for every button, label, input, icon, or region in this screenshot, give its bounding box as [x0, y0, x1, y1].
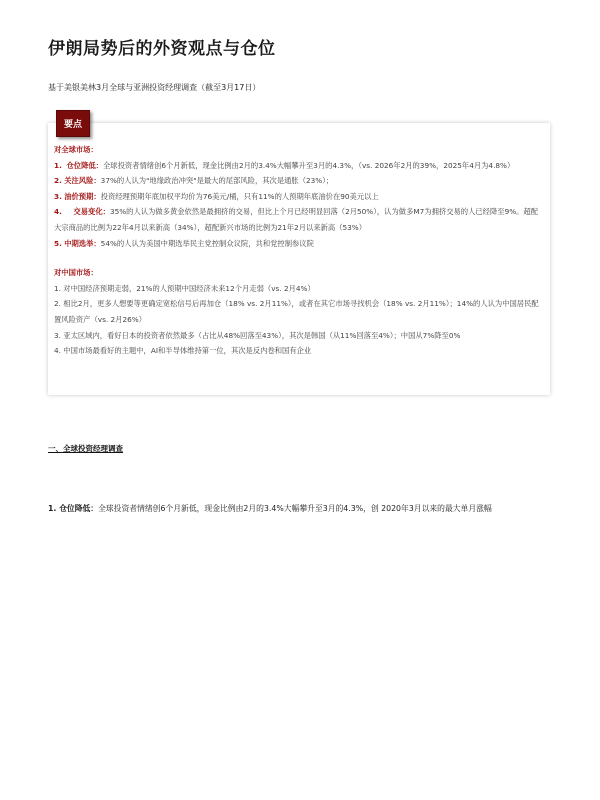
key-points-body: [54, 142, 542, 359]
point-label: 交易变化：: [73, 207, 110, 217]
point-label: 中期选举：: [64, 238, 101, 248]
section-first-item: [48, 503, 492, 514]
global-point-1: [54, 158, 542, 174]
global-point-2: [54, 173, 542, 189]
point-number: 1.: [54, 160, 62, 170]
key-points-box: [48, 120, 550, 395]
china-point-3: 3. 亚太区域内，看好日本的投资者依然最多（占比从48%回落至43%），其次是韩国（从11%回落至4%）；中国从7%降至0%: [54, 330, 461, 340]
point-number: 4.: [54, 207, 62, 217]
china-market-heading: 对中国市场：: [54, 268, 98, 278]
point-text: 54%的人认为美国中期选举民主党控制众议院，共和党控制参议院: [100, 238, 314, 248]
global-market-heading: 对全球市场：: [54, 145, 98, 154]
global-point-5: [54, 236, 542, 252]
key-points-badge: 要点: [56, 110, 90, 137]
global-point-4: [54, 204, 542, 235]
point-text: 投资经理预期年底加权平均价为76美元/桶，只有11%的人预期年底油价在90美元以上: [100, 191, 379, 201]
page-title: 伊朗局势后的外资观点与仓位: [48, 39, 276, 59]
point-number: 2.: [54, 176, 62, 186]
point-text: 35%的人认为做多黄金依然是最拥挤的交易，但比上个月已经明显回落（2月50%），认为做多M7为拥挤交易的人已经降至9%。超配大宗商品的比例为22年4月以来新高（34%），超配新兴市场的比例为21年2月以来新高（53%）: [54, 207, 539, 232]
point-label: 仓位降低：: [66, 160, 103, 170]
item-label: 1. 仓位降低：: [48, 504, 99, 513]
china-point-4: 4. 中国市场最看好的主题中，AI和半导体维持第一位，其次是反内卷和国有企业: [54, 346, 312, 356]
point-label: 油价预期：: [64, 191, 101, 201]
china-point-1: 1. 对中国经济预期走弱，21%的人预期中国经济未来12个月走弱（vs. 2月4%）: [54, 283, 315, 293]
item-text: 全球投资者情绪创6个月新低，现金比例由2月的3.4%大幅攀升至3月的4.3%，创 2020年3月以来的最大单月涨幅: [98, 504, 492, 513]
global-point-3: [54, 189, 542, 205]
point-number: 3.: [54, 191, 62, 201]
page-subtitle: 基于美银美林3月全球与亚洲投资经理调查（截至3月17日）: [48, 83, 261, 92]
point-label: 关注风险：: [64, 176, 101, 186]
china-point-2: 2. 相比2月，更多人想要等更确定宽松信号后再加仓（18% vs. 2月11%），或者在其它市场寻找机会（18% vs. 2月11%）；14%的人认为中国居民配置风险资产（vs. 2月26%）: [54, 299, 539, 324]
point-text: 37%的人认为"地缘政治冲突"是最大的尾部风险，其次是通胀（23%）；: [100, 176, 334, 186]
point-number: 5.: [54, 238, 62, 248]
section-heading-global-survey: 一、全球投资经理调查: [48, 444, 123, 453]
point-text: 全球投资者情绪创6个月新低，现金比例由2月的3.4%大幅攀升至3月的4.3%，（vs. 2026年2月的39%，2025年4月为4.8%）: [102, 160, 515, 170]
